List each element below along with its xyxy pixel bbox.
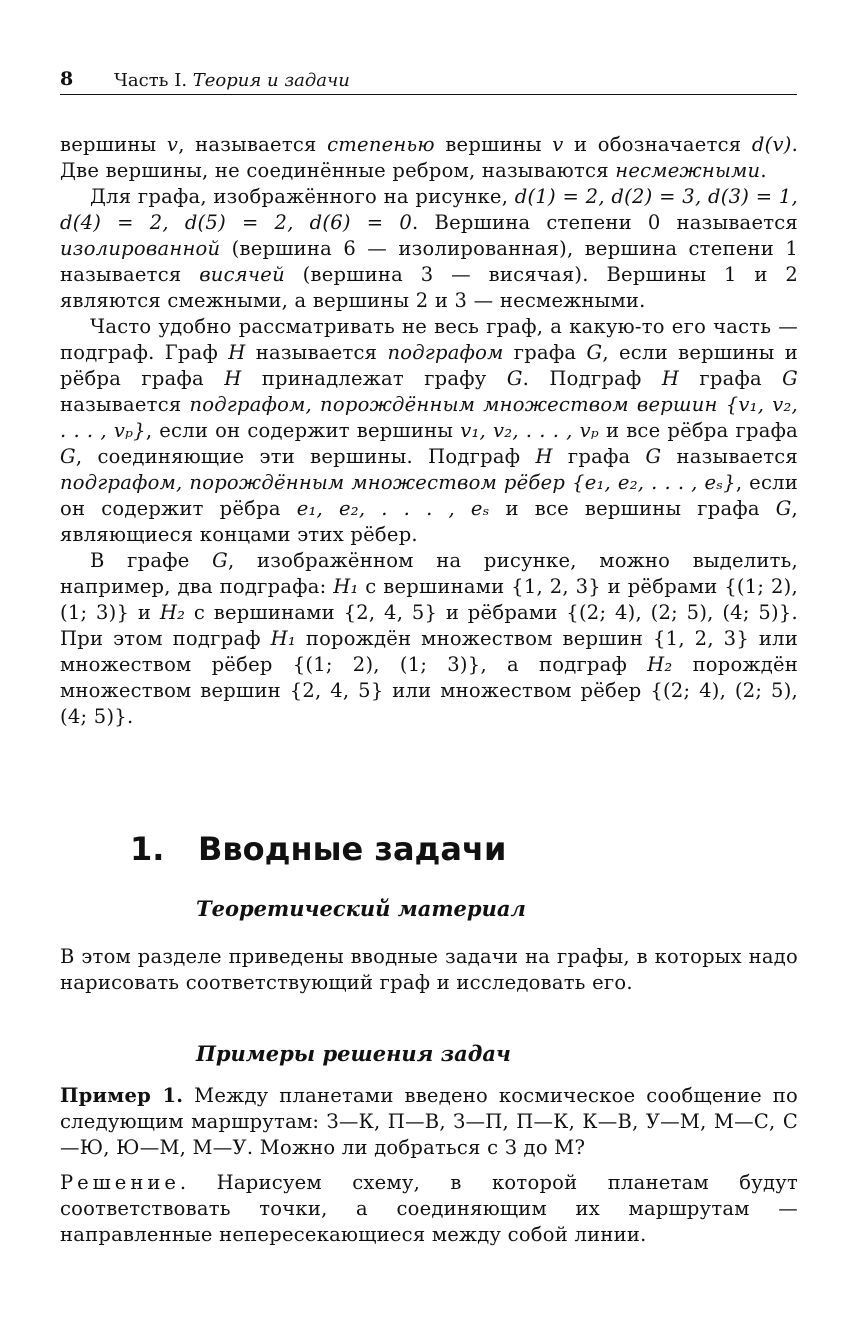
- page-header: [60, 66, 797, 95]
- solution: Решение. Нарисуем схему, в которой планетам будут соответствовать точки, а соединяющим их маршрутам — направленные непересекающиеся между собой линии.: [60, 1171, 798, 1246]
- paragraph-isolated: Для графа, изображённого на рисунке, d(1) = 2, d(2) = 3, d(3) = 1, d(4) = 2, d(5) = 2, d(6) = 0. Вершина степени 0 называется изолированной (вершина 6 — изолированная), вершина степени 1 называется висячей (вершина 3 — висячая). Вершины 1 и 2 являются смежными, а вершины 2 и 3 — несмежными.: [60, 185, 798, 312]
- main-text: [60, 132, 798, 730]
- paragraph-subgraph: Часто удобно рассматривать не весь граф, а какую-то его часть — подграф. Граф H называется подграфом графа G, если вершины и рёбра графа H принадлежат графу G. Подграф H графа G называется подграфом, порождённым множеством вершин {v₁, v₂, . . . , vₚ}, если он содержит вершины v₁, v₂, . . . , vₚ и все рёбра графа G, соединяющие эти вершины. Подграф H графа G называется подграфом, порождённым множеством рёбер {e₁, e₂, . . . , eₛ}, если он содержит рёбра e₁, e₂, . . . , eₛ и все вершины графа G, являющиеся концами этих рёбер.: [60, 315, 799, 546]
- theory-text: В этом разделе приведены вводные задачи на графы, в которых надо нарисовать соответствующий граф и исследовать его.: [60, 945, 798, 994]
- section-title: 1. Вводные задачи: [130, 830, 507, 868]
- paragraph-example-subgraphs: В графе G, изображённом на рисунке, можно выделить, например, два подграфа: H₁ с вершинами {1, 2, 3} и рёбрами {(1; 2), (1; 3)} и H₂ с вершинами {2, 4, 5} и рёбрами {(2; 4), (2; 5), (4; 5)}. При этом подграф H₁ порождён множеством вершин {1, 2, 3} или множеством рёбер {(1; 2), (1; 3)}, а подграф H₂ порождён множеством вершин {2, 4, 5} или множеством рёбер {(2; 4), (2; 5), (4; 5)}.: [60, 549, 799, 728]
- example-1: Пример 1. Между планетами введено космическое сообщение по следующим маршрутам: З—К, П—В, З—П, П—К, К—В, У—М, М—С, С—Ю, Ю—М, М—У. Можно ли добраться с З до М?: [60, 1084, 799, 1159]
- examples-heading: Примеры решения задач: [196, 1041, 511, 1066]
- solution-label: Решение: [60, 1171, 180, 1194]
- running-title: Часть I. Теория и задачи: [114, 70, 350, 91]
- example-label: Пример 1.: [60, 1084, 184, 1107]
- page-number: 8: [60, 68, 74, 90]
- paragraph-degree: вершины v, называется степенью вершины v и обозначается d(v). Две вершины, не соединённые ребром, называются несмежными.: [60, 133, 799, 182]
- theory-heading: Теоретический материал: [196, 896, 526, 921]
